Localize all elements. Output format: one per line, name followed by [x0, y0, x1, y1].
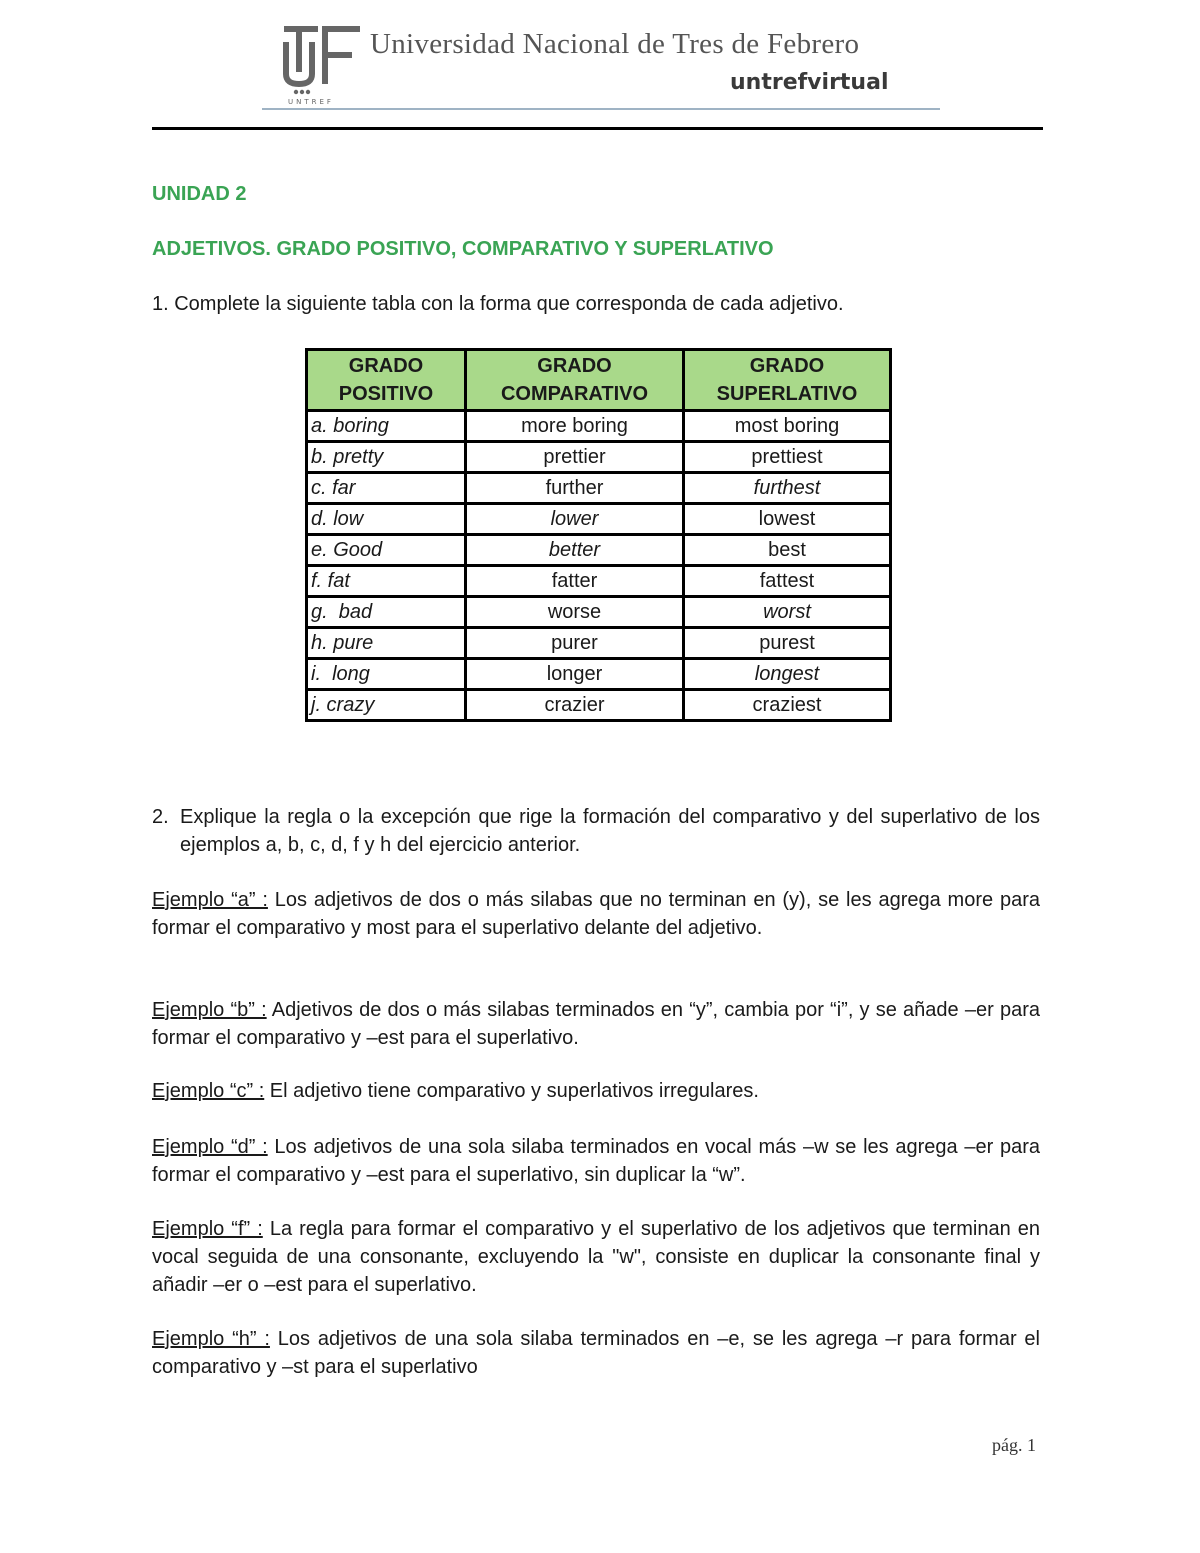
untref-logo: [282, 22, 374, 106]
example-label: Ejemplo “d” :: [152, 1136, 268, 1158]
cell-positive: b. pretty: [307, 442, 466, 473]
example-label: Ejemplo “b” :: [152, 999, 267, 1021]
header-superlative: GRADO SUPERLATIVO: [684, 350, 891, 411]
cell-comparative: longer: [466, 659, 684, 690]
topic-title: ADJETIVOS. GRADO POSITIVO, COMPARATIVO Y SUPERLATIVO: [152, 238, 774, 260]
adjective-table: [305, 348, 892, 722]
header-positive: GRADO POSITIVO: [307, 350, 466, 411]
page-number: pág. 1: [992, 1435, 1036, 1455]
cell-positive: f. fat: [307, 566, 466, 597]
table-row: [307, 473, 891, 504]
example-text: Los adjetivos de dos o más silabas que no terminan en (y), se les agrega more para formar el comparativo y most para el superlativo delante del adjetivo.: [152, 889, 1040, 939]
header-comparative: GRADO COMPARATIVO: [466, 350, 684, 411]
header-underline: [262, 108, 940, 110]
cell-positive: g. bad: [307, 597, 466, 628]
table-row: [307, 628, 891, 659]
document-header: [262, 18, 942, 114]
cell-comparative: further: [466, 473, 684, 504]
exercise2-instruction: Explique la regla o la excepción que rige la formación del comparativo y del superlativo de los ejemplos a, b, c, d, f y h del ejercicio anterior.: [180, 806, 1040, 856]
table-header-row: [307, 350, 891, 411]
example-text: El adjetivo tiene comparativo y superlativos irregulares.: [264, 1080, 759, 1102]
table-row: [307, 411, 891, 442]
cell-comparative: more boring: [466, 411, 684, 442]
cell-superlative: best: [684, 535, 891, 566]
table-row: [307, 690, 891, 721]
example-h: [152, 1325, 1040, 1381]
example-label: Ejemplo “a” :: [152, 889, 268, 911]
logo-caption: UNTREF: [288, 98, 334, 106]
cell-comparative: lower: [466, 504, 684, 535]
table-row: [307, 597, 891, 628]
example-c: [152, 1077, 1040, 1105]
cell-positive: h. pure: [307, 628, 466, 659]
exercise2: [152, 803, 1040, 859]
header-rule: [152, 127, 1043, 130]
cell-positive: c. far: [307, 473, 466, 504]
example-label: Ejemplo “c” :: [152, 1080, 265, 1102]
example-b: [152, 996, 1040, 1052]
cell-superlative: furthest: [684, 473, 891, 504]
cell-comparative: worse: [466, 597, 684, 628]
example-text: Adjetivos de dos o más silabas terminados en “y”, cambia por “i”, y se añade –er para formar el comparativo y –est para el superlativo.: [152, 999, 1040, 1049]
cell-comparative: fatter: [466, 566, 684, 597]
example-f: [152, 1215, 1040, 1299]
cell-positive: e. Good: [307, 535, 466, 566]
cell-superlative: craziest: [684, 690, 891, 721]
cell-superlative: prettiest: [684, 442, 891, 473]
cell-superlative: worst: [684, 597, 891, 628]
cell-comparative: better: [466, 535, 684, 566]
table-row: [307, 566, 891, 597]
example-text: La regla para formar el comparativo y el superlativo de los adjetivos que terminan en vocal seguida de una consonante, excluyendo la "w", consiste en duplicar la consonante final y añadir –er o –est para el superlativo.: [152, 1218, 1041, 1296]
cell-superlative: fattest: [684, 566, 891, 597]
table-row: [307, 659, 891, 690]
cell-superlative: purest: [684, 628, 891, 659]
exercise1-instruction: 1. Complete la siguiente tabla con la forma que corresponda de cada adjetivo.: [152, 293, 844, 315]
cell-comparative: prettier: [466, 442, 684, 473]
table-row: [307, 535, 891, 566]
cell-positive: j. crazy: [307, 690, 466, 721]
cell-superlative: most boring: [684, 411, 891, 442]
example-text: Los adjetivos de una sola silaba terminados en –e, se les agrega –r para formar el comparativo y –st para el superlativo: [152, 1328, 1041, 1378]
cell-superlative: lowest: [684, 504, 891, 535]
example-a: [152, 886, 1040, 942]
example-label: Ejemplo “f” :: [152, 1218, 263, 1240]
cell-positive: a. boring: [307, 411, 466, 442]
cell-positive: d. low: [307, 504, 466, 535]
cell-comparative: purer: [466, 628, 684, 659]
table-row: [307, 504, 891, 535]
cell-comparative: crazier: [466, 690, 684, 721]
example-d: [152, 1133, 1040, 1189]
university-name: Universidad Nacional de Tres de Febrero: [370, 28, 860, 60]
example-text: Los adjetivos de una sola silaba terminados en vocal más –w se les agrega –er para formar el comparativo y –est para el superlativo, sin duplicar la “w”.: [152, 1136, 1040, 1186]
unit-title: UNIDAD 2: [152, 183, 247, 205]
untref-virtual-label: untrefvirtual: [730, 70, 889, 95]
cell-positive: i. long: [307, 659, 466, 690]
table-row: [307, 442, 891, 473]
exercise2-number: 2.: [152, 806, 169, 828]
example-label: Ejemplo “h” :: [152, 1328, 270, 1350]
cell-superlative: longest: [684, 659, 891, 690]
